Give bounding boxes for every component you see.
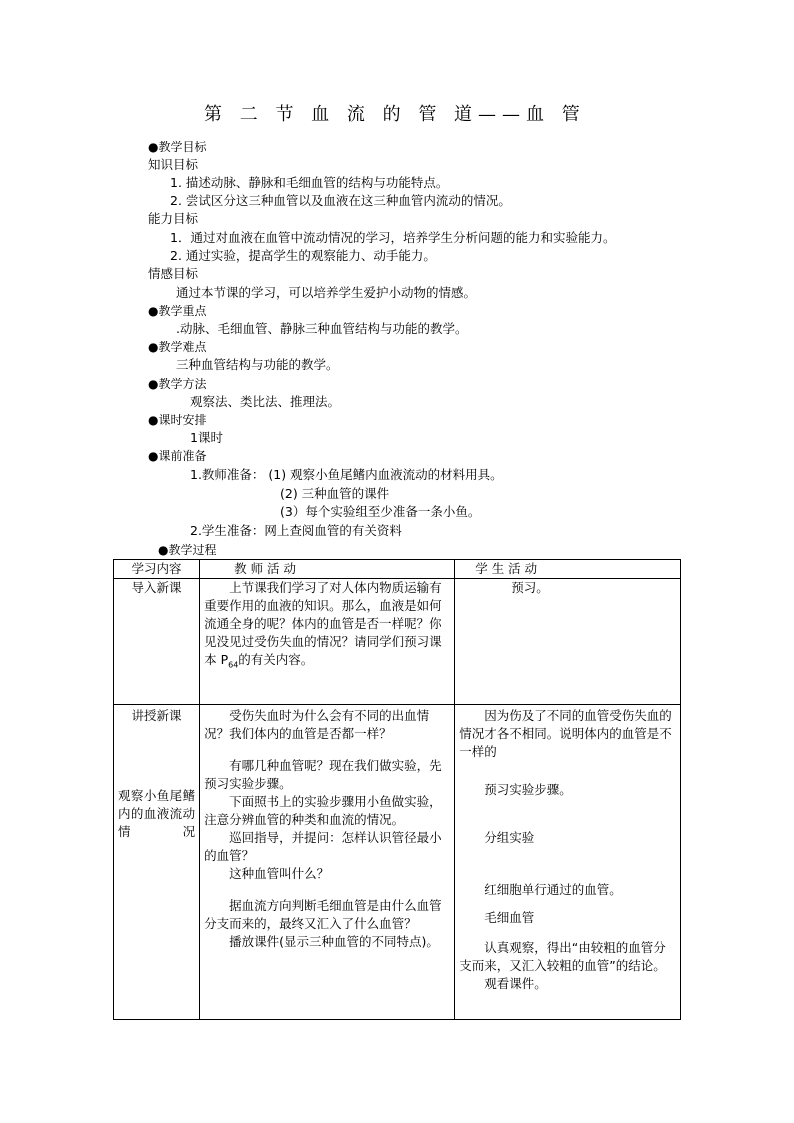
content-lesson-topic: 观察小鱼尾鳍内的血液流动情况: [118, 788, 196, 839]
row-teacher-intro: [200, 579, 455, 705]
difficulty-heading: ●教学难点: [148, 340, 207, 354]
student-step-2: 预习实验步骤。: [484, 782, 572, 797]
header-student: 学 生 活 动: [455, 560, 681, 579]
knowledge-item-1: 1. 描述动脉、静脉和毛细血管的结构与功能特点。: [170, 175, 449, 190]
process-heading: ●教学过程: [158, 543, 217, 557]
prep-teacher-2: (2) 三种血管的课件: [280, 486, 390, 501]
objectives-heading: ●教学目标: [148, 140, 207, 154]
method-heading: ●教学方法: [148, 377, 207, 391]
teacher-intro-tail: 的有关内容。: [238, 652, 314, 667]
row-student-lesson: [455, 705, 681, 1020]
key-heading: ●教学重点: [148, 304, 207, 318]
student-step-4: 红细胞单行通过的血管。: [484, 882, 622, 897]
method-text: 观察法、类比法、推理法。: [190, 394, 341, 409]
student-step-7: 观看课件。: [484, 976, 547, 991]
emotion-heading: 情感目标: [148, 266, 199, 281]
row-content-lesson: [114, 705, 200, 1020]
teacher-step-5: 这种血管叫什么？: [229, 866, 330, 881]
content-lesson-label: 讲授新课: [131, 708, 182, 723]
ability-item-2: 2. 通过实验，提高学生的观察能力、动手能力。: [170, 248, 436, 263]
page-number-sub: 64: [228, 660, 239, 670]
teacher-step-3: 下面照书上的实验步骤用小鱼做实验，注意分辨血管的种类和血流的情况。: [204, 794, 442, 827]
teacher-step-4: 巡回指导，并提问：怎样认识管径最小的血管？: [204, 830, 442, 863]
teacher-step-7: 播放课件(显示三种血管的不同特点)。: [229, 934, 439, 949]
teaching-process-table: [113, 559, 681, 1020]
table-row: [114, 579, 681, 705]
emotion-text: 通过本节课的学习，可以培养学生爱护小动物的情感。: [176, 285, 477, 300]
ability-heading: 能力目标: [148, 211, 199, 226]
teacher-step-1: 受伤失血时为什么会有不同的出血情况？我们体内的血管是否都一样？: [204, 708, 430, 741]
difficulty-text: 三种血管结构与功能的教学。: [176, 357, 339, 372]
prep-heading: ●课前准备: [148, 449, 207, 463]
table-header-row: [114, 560, 681, 579]
knowledge-item-2: 2. 尝试区分这三种血管以及血液在这三种血管内流动的情况。: [170, 193, 511, 208]
teacher-intro-text: 上节课我们学习了对人体内物质运输有重要作用的血液的知识。那么，血液是如何流通全身的呢？体内的血管是否一样呢？你见没见过受伤失血的情况？请同学们预习课本 P: [204, 580, 442, 667]
header-teacher: 教 师 活 动: [200, 560, 455, 579]
row-teacher-lesson: [200, 705, 455, 1020]
teacher-step-6: 据血流方向判断毛细血管是由什么血管分支而来的，最终又汇入了什么血管？: [204, 898, 442, 931]
schedule-text: 1课时: [190, 430, 223, 445]
prep-teacher-3: (3）每个实验组至少准备一条小鱼。: [280, 504, 481, 519]
header-content: 学习内容: [114, 560, 200, 579]
ability-item-1: 1．通过对血液在血管中流动情况的学习，培养学生分析问题的能力和实验能力。: [170, 230, 616, 245]
page-title: 第 二 节 血 流 的 管 道——血 管: [204, 104, 586, 125]
student-step-1: 因为伤及了不同的血管受伤失血的情况才各不相同。说明体内的血管是不一样的: [459, 708, 672, 759]
prep-student: 2.学生准备：网上查阅血管的有关资料: [190, 523, 402, 538]
teacher-step-2: 有哪几种血管呢？现在我们做实验，先预习实验步骤。: [204, 758, 442, 791]
row-content-intro: 导入新课: [114, 579, 200, 705]
key-text: .动脉、毛细血管、静脉三种血管结构与功能的教学。: [176, 321, 468, 336]
schedule-heading: ●课时安排: [148, 413, 207, 427]
prep-teacher-1: 1.教师准备： (1) 观察小鱼尾鳍内血液流动的材料用具。: [190, 467, 503, 482]
student-step-3: 分组实验: [484, 830, 535, 845]
student-step-6: 认真观察，得出“由较粗的血管分支而来，又汇入较粗的血管”的结论。: [459, 940, 666, 973]
knowledge-heading: 知识目标: [148, 157, 199, 172]
row-student-intro: 预习。: [455, 579, 681, 705]
table-row: [114, 705, 681, 1020]
student-step-5: 毛细血管: [484, 910, 535, 925]
